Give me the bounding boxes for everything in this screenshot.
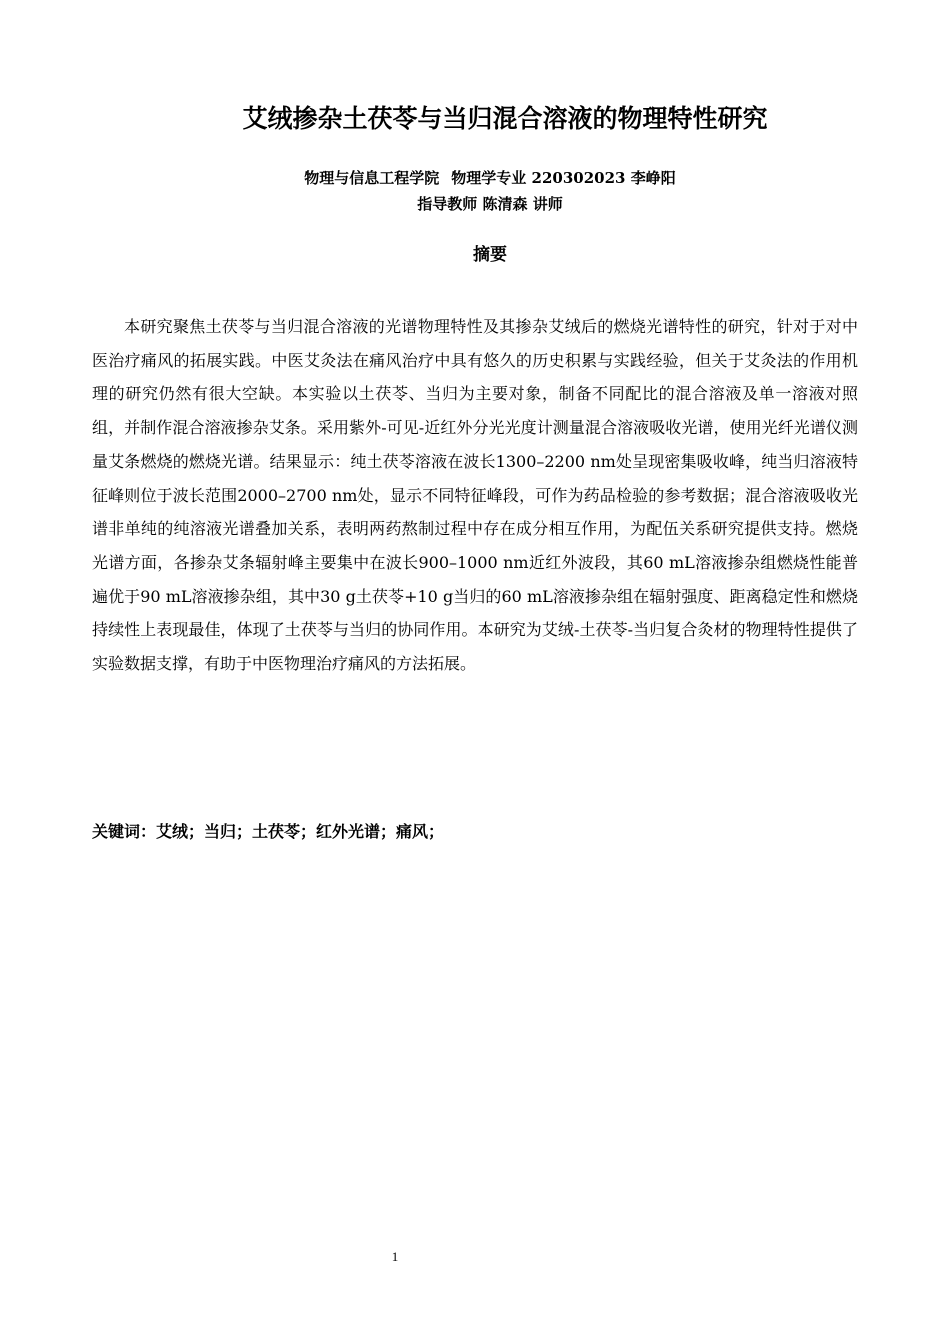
abstract-body: 本研究聚焦土茯苓与当归混合溶液的光谱物理特性及其掺杂艾绒后的燃烧光谱特性的研究，针对于对中医治疗痛风的拓展实践。中医艾灸法在痛风治疗中具有悠久的历史积累与实践经验，但关于艾灸法的作用机理的研究仍然有很大空缺。本实验以土茯苓、当归为主要对象，制备不同配比的混合溶液及单一溶液对照组，并制作混合溶液掺杂艾条。采用紫外-可见-近红外分光光度计测量混合溶液吸收光谱，使用光纤光谱仪测量艾条燃烧的燃烧光谱。结果显示：纯土茯苓溶液在波长1300–2200 nm处呈现密集吸收峰，纯当归溶液特征峰则位于波长范围2000–2700 nm处，显示不同特征峰段，可作为药品检验的参考数据；混合溶液吸收光谱非单纯的纯溶液光谱叠加关系，表明两药熬制过程中存在成分相互作用，为配伍关系研究提供支持。燃烧光谱方面，各掺杂艾条辐射峰主要集中在波长900–1000 nm近红外波段，其60 mL溶液掺杂组燃烧性能普遍优于90 mL溶液掺杂组，其中30 g土茯苓+10 g当归的60 mL溶液掺杂组在辐射强度、距离稳定性和燃烧持续性上表现最佳，体现了土茯苓与当归的协同作用。本研究为艾绒-土茯苓-当归复合灸材的物理特性提供了实验数据支撑，有助于中医物理治疗痛风的方法拓展。 [92,317,858,674]
student-id: 220302023 [531,169,626,187]
page-number: 1 [391,1249,399,1264]
keywords-line: 关键词：艾绒；当归；土茯苓；红外光谱；痛风； [92,822,445,841]
advisor-info: 指导教师 陈清森 讲师 [417,195,563,213]
author-info [90,167,890,189]
school-name: 物理与信息工程学院 [304,169,440,187]
author-name: 李峥阳 [630,169,676,187]
major-name: 物理学专业 [451,169,527,187]
abstract-heading: 摘要 [473,245,507,265]
paper-title: 艾绒掺杂土茯苓与当归混合溶液的物理特性研究 [242,104,768,133]
